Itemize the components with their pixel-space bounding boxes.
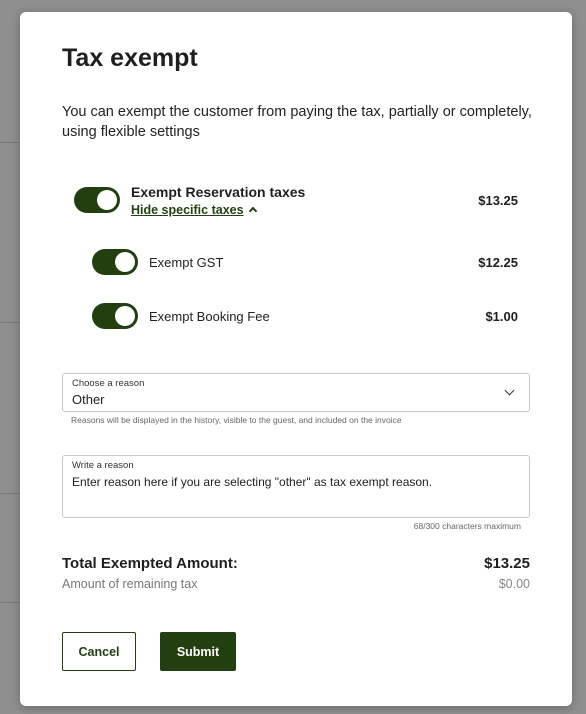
backdrop-divider [0, 602, 20, 603]
backdrop-divider [0, 322, 20, 323]
hide-specific-taxes-link[interactable] [131, 203, 256, 217]
modal-intro-text: You can exempt the customer from paying the tax, partially or completely, using flexible settings [62, 104, 532, 140]
hide-specific-taxes-label: Hide specific taxes [131, 203, 244, 217]
remaining-tax-value: $0.00 [498, 577, 530, 591]
chevron-up-icon [248, 207, 256, 215]
character-counter: 68/300 characters maximum [413, 521, 521, 531]
exempt-gst-amount: $12.25 [478, 255, 518, 270]
submit-button[interactable]: Submit [160, 632, 236, 671]
exempt-gst-toggle[interactable] [92, 249, 138, 275]
reason-textarea-value: Enter reason here if you are selecting "other" as tax exempt reason. [72, 475, 433, 489]
reason-select[interactable] [62, 373, 530, 412]
toggle-knob [97, 190, 117, 210]
remaining-tax-label: Amount of remaining tax [62, 577, 198, 591]
toggle-knob [115, 252, 135, 272]
exempt-booking-fee-toggle[interactable] [92, 303, 138, 329]
modal-title: Tax exempt [62, 44, 198, 72]
reason-hint: Reasons will be displayed in the history, visible to the guest, and included on the invoice [71, 415, 402, 425]
total-exempted-value: $13.25 [484, 555, 530, 572]
exempt-reservation-taxes-toggle[interactable] [74, 187, 120, 213]
reason-select-label: Choose a reason [72, 378, 145, 389]
exempt-reservation-taxes-label: Exempt Reservation taxes [131, 184, 306, 200]
reason-select-value: Other [72, 392, 105, 407]
tax-exempt-modal [20, 12, 572, 706]
total-exempted-label: Total Exempted Amount: [62, 555, 238, 572]
chevron-down-icon [505, 386, 515, 396]
exempt-booking-fee-label: Exempt Booking Fee [149, 309, 270, 324]
exempt-booking-fee-amount: $1.00 [485, 309, 518, 324]
reason-textarea[interactable] [62, 455, 530, 518]
exempt-reservation-taxes-amount: $13.25 [478, 193, 518, 208]
cancel-button[interactable]: Cancel [62, 632, 136, 671]
backdrop-divider [0, 142, 20, 143]
backdrop-divider [0, 493, 20, 494]
reason-textarea-label: Write a reason [72, 460, 134, 471]
exempt-gst-label: Exempt GST [149, 255, 224, 270]
toggle-knob [115, 306, 135, 326]
